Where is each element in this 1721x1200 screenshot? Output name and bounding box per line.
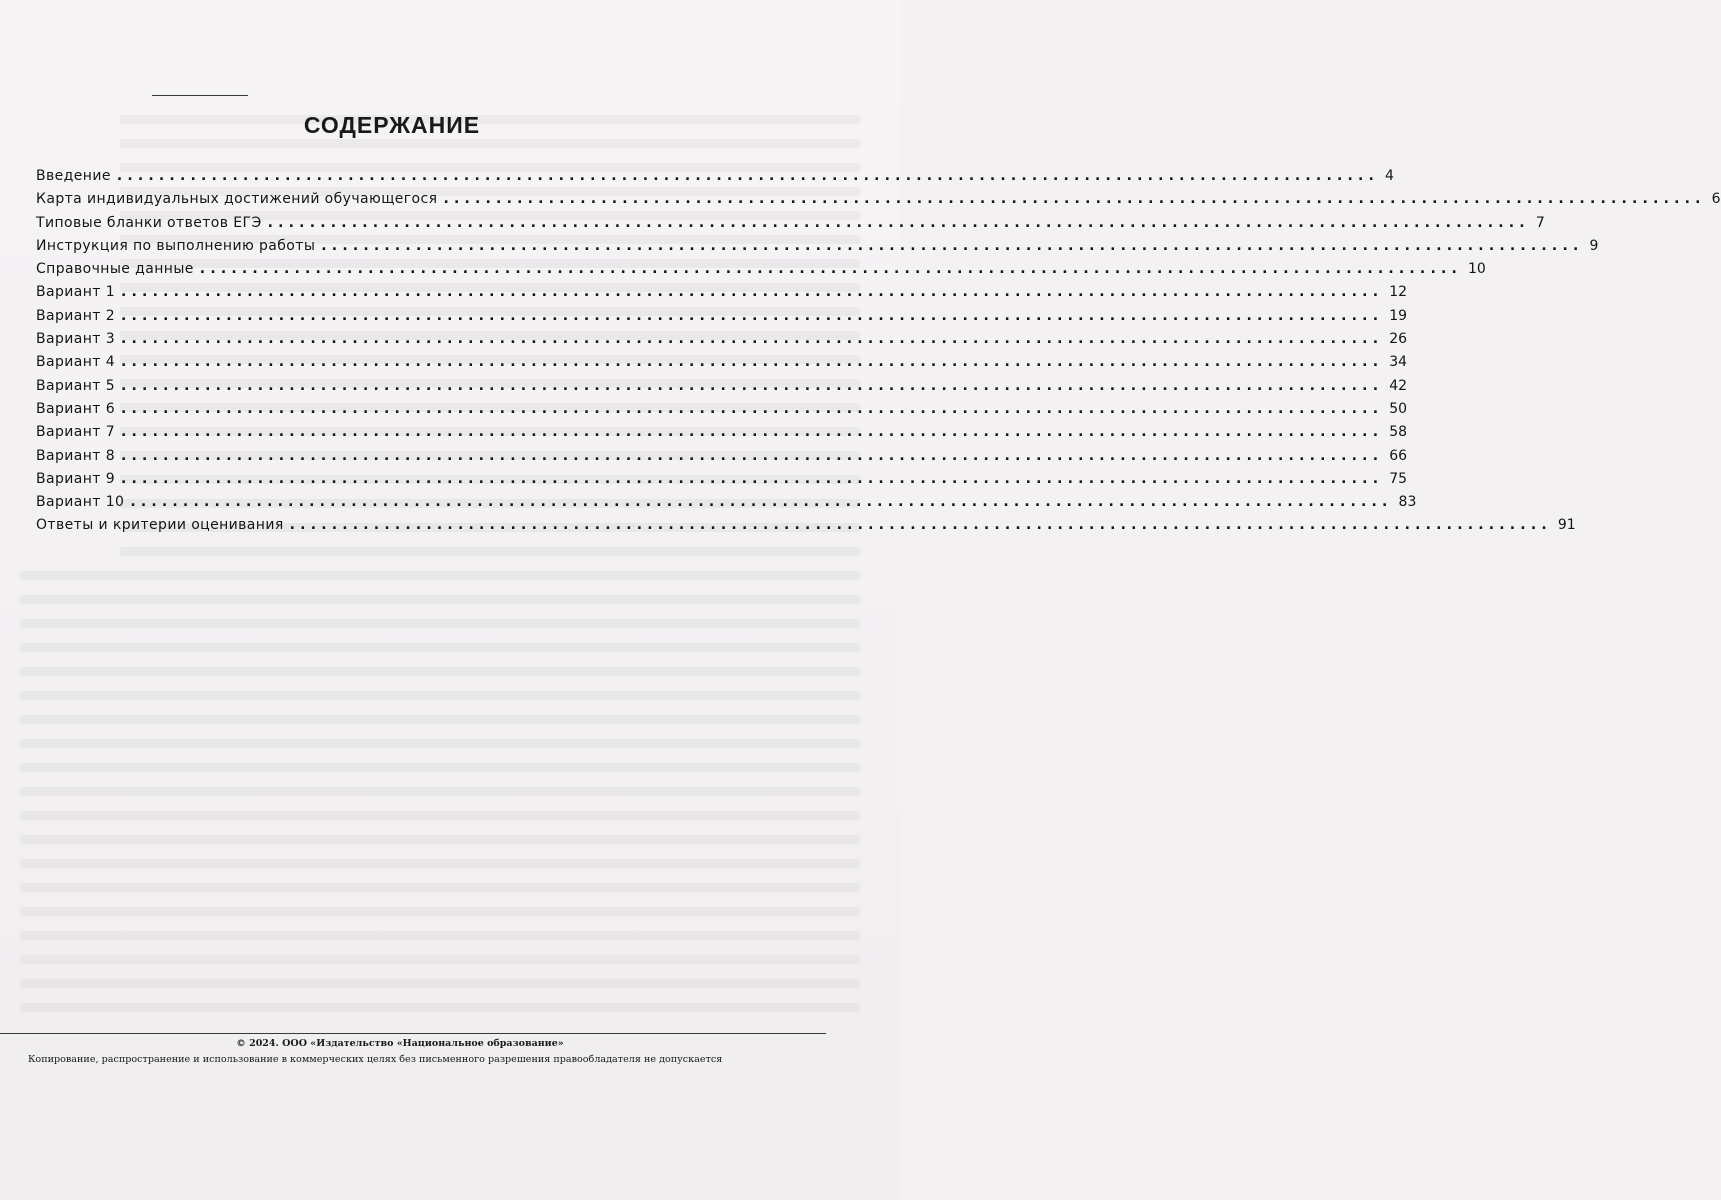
toc-entry (36, 191, 1721, 214)
toc-dot-leader: ........................................................................................................................ (121, 377, 1384, 394)
toc-entry-page: 58 (1389, 424, 1408, 441)
show-through-line (20, 883, 860, 892)
show-through-line (20, 811, 860, 820)
toc-dot-leader: ........................................................................................................................ (121, 447, 1384, 464)
toc-entry (36, 261, 1486, 284)
toc-entry (36, 494, 1417, 517)
toc-entry-page: 26 (1389, 331, 1408, 348)
toc-entry-label: Вариант 2 (36, 307, 116, 324)
toc-dot-leader: ........................................................................................................................ (121, 354, 1384, 371)
toc-entry (36, 214, 1545, 238)
toc-entry-page: 66 (1389, 447, 1408, 464)
toc-entry (36, 331, 1408, 354)
toc-entry-label: Типовые бланки ответов ЕГЭ (36, 214, 262, 231)
toc-entry (36, 237, 1599, 261)
toc-entry-label: Карта индивидуальных достижений обучающегося (36, 191, 438, 208)
show-through-line (20, 619, 860, 628)
toc-entry-page: 75 (1389, 470, 1408, 487)
toc-dot-leader: ........................................................................................................................ (443, 191, 1706, 208)
toc-entry-label: Вариант 5 (36, 377, 116, 394)
toc-dot-leader: ........................................................................................................................ (116, 168, 1380, 184)
toc-dot-leader: ........................................................................................................................ (121, 424, 1384, 441)
toc-dot-leader: ........................................................................................................................ (121, 331, 1384, 348)
show-through-line (20, 835, 860, 844)
footer-copyright: © 2024. ООО «Издательство «Национальное образование» (236, 1038, 564, 1049)
show-through-line (20, 739, 860, 748)
toc-dot-leader: ........................................................................................................................ (121, 470, 1384, 487)
toc-entry (36, 354, 1408, 377)
footer-notice: Копирование, распространение и использование в коммерческих целях без письменного разрешения правообладателя не допускается (28, 1054, 723, 1065)
toc-entry-page: 6 (1711, 191, 1721, 208)
show-through-line (20, 859, 860, 868)
toc-entry-label: Справочные данные (36, 261, 194, 278)
show-through-line (20, 907, 860, 916)
toc-entry (36, 424, 1408, 447)
toc-dot-leader: ........................................................................................................................ (289, 517, 1552, 534)
show-through-line (20, 979, 860, 988)
toc-entry-page: 34 (1389, 354, 1408, 371)
toc-entry (36, 447, 1408, 471)
page-title: СОДЕРЖАНИЕ (303, 112, 481, 138)
toc-entry-page: 91 (1557, 517, 1576, 534)
toc-dot-leader: ........................................................................................................................ (267, 214, 1530, 231)
toc-dot-leader: ........................................................................................................................ (121, 284, 1384, 301)
toc-entry-page: 9 (1589, 237, 1599, 254)
show-through-line (20, 643, 860, 652)
toc-entry (36, 284, 1408, 307)
show-through-line (20, 1003, 860, 1012)
toc-entry-label: Введение (36, 168, 111, 184)
toc-entry-label: Вариант 3 (36, 331, 116, 348)
toc-entry-page: 10 (1468, 261, 1486, 278)
toc-entry-label: Вариант 10 (36, 494, 125, 511)
toc-entry-label: Вариант 8 (36, 447, 116, 464)
toc-dot-leader: ........................................................................................................................ (130, 494, 1393, 511)
toc-dot-leader: ........................................................................................................................ (321, 237, 1584, 254)
toc-entry (36, 168, 1394, 191)
footer-rule (0, 1033, 826, 1034)
show-through-line (20, 571, 860, 580)
toc-entry-label: Вариант 6 (36, 400, 116, 417)
toc-entry-label: Вариант 9 (36, 470, 116, 487)
show-through-line (20, 595, 860, 604)
show-through-line (20, 691, 860, 700)
toc-dot-leader: ........................................................................................................................ (121, 400, 1384, 417)
show-through-line (120, 139, 860, 148)
show-through-line (20, 787, 860, 796)
toc-entry-label: Ответы и критерии оценивания (36, 517, 284, 534)
toc-entry-label: Инструкция по выполнению работы (36, 237, 316, 254)
table-of-contents (36, 168, 1721, 541)
toc-dot-leader: ........................................................................................................................ (121, 307, 1384, 324)
toc-entry (36, 470, 1408, 494)
toc-entry-page: 50 (1389, 400, 1408, 417)
show-through-line (20, 763, 860, 772)
header-rule (152, 95, 248, 96)
toc-entry-label: Вариант 1 (36, 284, 116, 301)
toc-entry-page: 83 (1398, 494, 1417, 511)
show-through-line (120, 547, 860, 556)
toc-entry-label: Вариант 4 (36, 354, 116, 371)
toc-entry-label: Вариант 7 (36, 424, 116, 441)
toc-entry-page: 42 (1389, 377, 1408, 394)
toc-entry-page: 4 (1385, 168, 1394, 184)
toc-entry-page: 12 (1389, 284, 1408, 301)
show-through-line (20, 667, 860, 676)
toc-dot-leader: ........................................................................................................................ (199, 261, 1462, 278)
toc-entry-page: 19 (1389, 307, 1408, 324)
toc-entry (36, 517, 1576, 540)
toc-entry (36, 400, 1408, 424)
toc-entry (36, 377, 1408, 401)
toc-entry (36, 307, 1408, 331)
show-through-line (20, 931, 860, 940)
show-through-line (20, 715, 860, 724)
toc-entry-page: 7 (1535, 214, 1545, 231)
show-through-line (20, 955, 860, 964)
